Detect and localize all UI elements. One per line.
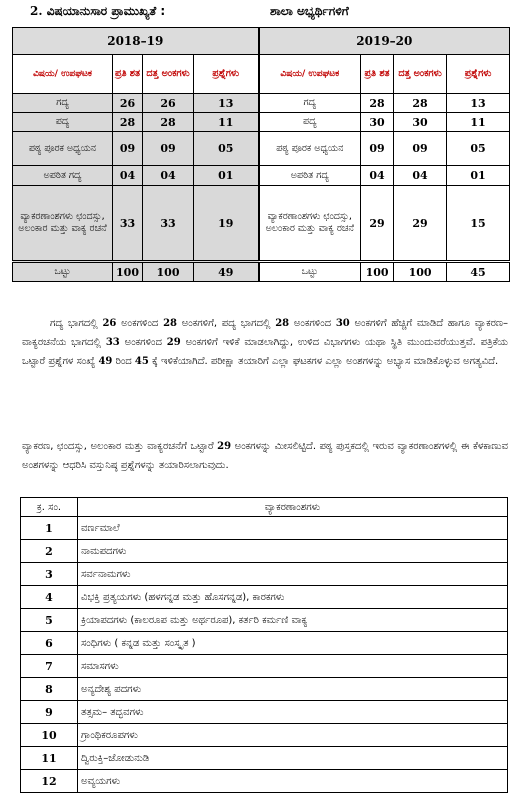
topic-cell: ಕ್ರಿಯಾಪದಗಳು (ಕಾಲರೂಪ ಮತ್ತು ಅರ್ಥರೂಪ), ಕರ್ತರಿ ಕರ್ಮಣಿ ವಾಕ್ಯ xyxy=(78,609,508,632)
topic-cell: ವಿಭಕ್ತಿ ಪ್ರತ್ಯಯಗಳು (ಹಳಗನ್ನಡ ಮತ್ತು ಹೊಸಗನ್ನಡ), ಕಾರಕಗಳು xyxy=(78,586,508,609)
year-left: 2018–19 xyxy=(13,28,259,55)
text-span: ವ್ಯಾಕರಣ, ಛಂದಸ್ಸು, ಅಲಂಕಾರ ಮತ್ತು ವಾಕ್ಯರಚನೆಗೆ ಒಟ್ಟಾರೆ xyxy=(22,441,218,452)
value-cell: 100 xyxy=(113,262,143,282)
value-cell: 100 xyxy=(361,262,394,282)
paragraph-marks-change xyxy=(22,314,508,371)
table-row xyxy=(13,94,510,113)
text-span: ಗದ್ಯ ಭಾಗದಲ್ಲಿ xyxy=(50,318,103,329)
table-row xyxy=(21,770,508,793)
number-span: 26 xyxy=(102,318,117,329)
serial-cell: 12 xyxy=(21,770,78,793)
text-span: ಅಂಕಗಳಿಂದ xyxy=(119,337,167,348)
subject-cell: ಗದ್ಯ xyxy=(259,94,361,113)
table-row xyxy=(21,678,508,701)
table-row xyxy=(21,540,508,563)
number-span: 29 xyxy=(217,441,232,452)
col-percent-right: ಪ್ರತಿ ಶತ xyxy=(361,55,394,94)
value-cell: 29 xyxy=(394,186,447,262)
table-row xyxy=(21,724,508,747)
value-cell: 15 xyxy=(447,186,510,262)
col-questions-left: ಪ್ರಶ್ನೆಗಳು xyxy=(194,55,259,94)
value-cell: 19 xyxy=(194,186,259,262)
col-subject-right: ವಿಷಯ/ ಉಪಘಟಕ xyxy=(259,55,361,94)
value-cell: 01 xyxy=(447,166,510,186)
number-span: 45 xyxy=(134,356,149,367)
text-span: ಅಂಕಗಳನ್ನು ಮೀಸಲಿಟ್ಟಿದೆ. ಪಠ್ಯ ಪುಸ್ತಕದಲ್ಲಿ ಇರುವ ವ್ಯಾಕರಣಾಂಶಗಳಲ್ಲಿ ಈ ಕೆಳಕಾಣುವ ಅಂಶಗಳನ್ನು ಆಧರಿಸಿ ವಸ್ತುನಿಷ್ಠ ಪ್ರಶ್ನೆಗಳನ್ನು ತಯಾರಿಸಲಾಗುವುದು. xyxy=(22,441,508,471)
year-right: 2019–20 xyxy=(259,28,510,55)
total-row xyxy=(13,262,510,282)
serial-cell: 9 xyxy=(21,701,78,724)
value-cell: 09 xyxy=(113,132,143,166)
subject-cell: ಪಠ್ಯ ಪೂರಕ ಅಧ್ಯಯನ xyxy=(259,132,361,166)
value-cell: 30 xyxy=(361,113,394,132)
table-row xyxy=(21,586,508,609)
col-questions-right: ಪ್ರಶ್ನೆಗಳು xyxy=(447,55,510,94)
serial-cell: 11 xyxy=(21,747,78,770)
topic-cell: ಸಂಧಿಗಳು ( ಕನ್ನಡ ಮತ್ತು ಸಂಸ್ಕೃತ ) xyxy=(78,632,508,655)
value-cell: 33 xyxy=(143,186,194,262)
weightage-table xyxy=(12,27,510,282)
section-subtitle: ಶಾಲಾ ಅಭ್ಯರ್ಥಿಗಳಿಗೆ xyxy=(270,4,349,18)
subject-cell: ಗದ್ಯ xyxy=(13,94,113,113)
total-label: ಒಟ್ಟು xyxy=(259,262,361,282)
topic-cell: ನಾಮಪದಗಳು xyxy=(78,540,508,563)
number-span: 28 xyxy=(275,318,290,329)
value-cell: 09 xyxy=(143,132,194,166)
serial-cell: 7 xyxy=(21,655,78,678)
topic-cell: ವರ್ಣಮಾಲೆ xyxy=(78,517,508,540)
text-span: ಅಂಕಗಳಿಂದ xyxy=(116,318,164,329)
table-row xyxy=(13,113,510,132)
table-row xyxy=(21,747,508,770)
grammar-topics-table xyxy=(20,497,508,793)
text-span: ರಿಂದ xyxy=(112,356,135,367)
topic-cell: ತತ್ಸಮ– ತದ್ಭವಗಳು xyxy=(78,701,508,724)
paragraph-grammar-marks xyxy=(22,437,508,475)
serial-cell: 1 xyxy=(21,517,78,540)
value-cell: 05 xyxy=(194,132,259,166)
topic-cell: ಅವ್ಯಯಗಳು xyxy=(78,770,508,793)
subject-cell: ಅಪಠಿತ ಗದ್ಯ xyxy=(259,166,361,186)
subject-cell: ಪದ್ಯ xyxy=(259,113,361,132)
table-row xyxy=(21,609,508,632)
value-cell: 09 xyxy=(394,132,447,166)
value-cell: 26 xyxy=(143,94,194,113)
text-span: ಕ್ಕೆ ಇಳಿಕೆಯಾಗಿದೆ. ಪರೀಕ್ಷಾ ತಯಾರಿಗೆ ಎಲ್ಲಾ ಘಟಕಗಳ ಎಲ್ಲಾ ಅಂಶಗಳನ್ನು ಅಭ್ಯಾಸ ಮಾಡಿಕೊಳ್ಳುವ ಅಗತ್ಯವಿದೆ. xyxy=(148,356,499,367)
value-cell: 28 xyxy=(113,113,143,132)
serial-cell: 4 xyxy=(21,586,78,609)
total-label: ಒಟ್ಟು xyxy=(13,262,113,282)
subject-cell: ವ್ಯಾಕರಣಾಂಶಗಳು ಛಂದಸ್ಸು, ಅಲಂಕಾರ ಮತ್ತು ವಾಕ್ಯ ರಚನೆ xyxy=(13,186,113,262)
number-span: 33 xyxy=(105,337,120,348)
grammar-header-row xyxy=(21,498,508,517)
serial-cell: 3 xyxy=(21,563,78,586)
col-subject-left: ವಿಷಯ/ ಉಪಘಟಕ xyxy=(13,55,113,94)
col-marks-left: ದತ್ತ ಅಂಕಗಳು xyxy=(143,55,194,94)
serial-cell: 10 xyxy=(21,724,78,747)
serial-cell: 8 xyxy=(21,678,78,701)
serial-cell: 6 xyxy=(21,632,78,655)
section-number: 2. xyxy=(30,4,43,18)
subject-cell: ಪದ್ಯ xyxy=(13,113,113,132)
col-percent-left: ಪ್ರತಿ ಶತ xyxy=(113,55,143,94)
col-grammar-topic: ವ್ಯಾಕರಣಾಂಶಗಳು xyxy=(78,498,508,517)
table-row xyxy=(21,517,508,540)
value-cell: 100 xyxy=(394,262,447,282)
value-cell: 33 xyxy=(113,186,143,262)
value-cell: 11 xyxy=(194,113,259,132)
text-span: ಅಂಕಗಳಿಗೆ ಹೆಚ್ಚಿಗೆ ಮಾಡಿದೆ ಹಾಗೂ ವ್ಯಾಕರಣ–ವಾಕ್ಯರಚನೆಯ ಭಾಗದಲ್ಲಿ xyxy=(22,318,508,348)
value-cell: 28 xyxy=(143,113,194,132)
subject-cell: ಅಪಠಿತ ಗದ್ಯ xyxy=(13,166,113,186)
value-cell: 04 xyxy=(394,166,447,186)
number-span: 49 xyxy=(98,356,113,367)
topic-cell: ಸರ್ವನಾಮಗಳು xyxy=(78,563,508,586)
table-row xyxy=(21,655,508,678)
text-span: ಅಂಕಗಳಿಗೆ, ಪದ್ಯ ಭಾಗದಲ್ಲಿ xyxy=(176,318,276,329)
value-cell: 28 xyxy=(394,94,447,113)
col-serial-number: ಕ್ರ. ಸಂ. xyxy=(21,498,78,517)
value-cell: 13 xyxy=(194,94,259,113)
value-cell: 45 xyxy=(447,262,510,282)
value-cell: 49 xyxy=(194,262,259,282)
col-marks-right: ದತ್ತ ಅಂಕಗಳು xyxy=(394,55,447,94)
text-span: ಅಂಕಗಳಿಂದ xyxy=(289,318,336,329)
table-row xyxy=(13,132,510,166)
text-span: ಅಂಕಗಳಿಗೆ ಇಳಿಕೆ ಮಾಡಲಾಗಿದ್ದು, ಉಳಿದ ವಿಭಾಗಗಳು ಯಥಾ ಸ್ಥಿತಿ ಮುಂದುವರೆಯುತ್ತವೆ. ಪತ್ರಿಕೆಯ ಒಟ್ಟಾರೆ ಪ್ರಶ್ನೆಗಳ ಸಂಖ್ಯೆ xyxy=(22,337,508,367)
number-span: 28 xyxy=(163,318,177,329)
value-cell: 04 xyxy=(113,166,143,186)
topic-cell: ಗ್ರಾಂಥಿಕರೂಪಗಳು xyxy=(78,724,508,747)
serial-cell: 2 xyxy=(21,540,78,563)
value-cell: 26 xyxy=(113,94,143,113)
value-cell: 29 xyxy=(361,186,394,262)
number-span: 30 xyxy=(335,318,350,329)
value-cell: 05 xyxy=(447,132,510,166)
number-span: 29 xyxy=(166,337,181,348)
value-cell: 01 xyxy=(194,166,259,186)
table-row xyxy=(21,701,508,724)
serial-cell: 5 xyxy=(21,609,78,632)
value-cell: 04 xyxy=(143,166,194,186)
value-cell: 04 xyxy=(361,166,394,186)
year-header-row xyxy=(13,28,510,55)
column-header-row xyxy=(13,55,510,94)
value-cell: 13 xyxy=(447,94,510,113)
subject-cell: ಪಠ್ಯ ಪೂರಕ ಅಧ್ಯಯನ xyxy=(13,132,113,166)
value-cell: 11 xyxy=(447,113,510,132)
table-row xyxy=(13,166,510,186)
table-row xyxy=(13,186,510,262)
value-cell: 100 xyxy=(143,262,194,282)
table-row xyxy=(21,632,508,655)
topic-cell: ದ್ವಿರುಕ್ತಿ–ಜೋಡುನುಡಿ xyxy=(78,747,508,770)
topic-cell: ಸಮಾಸಗಳು xyxy=(78,655,508,678)
value-cell: 30 xyxy=(394,113,447,132)
subject-cell: ವ್ಯಾಕರಣಾಂಶಗಳು ಛಂದಸ್ಸು, ಅಲಂಕಾರ ಮತ್ತು ವಾಕ್ಯ ರಚನೆ xyxy=(259,186,361,262)
section-heading xyxy=(30,4,349,19)
section-title: ವಿಷಯಾನುಸಾರ ಪ್ರಾಮುಖ್ಯತೆ : xyxy=(46,4,166,18)
table-row xyxy=(21,563,508,586)
value-cell: 28 xyxy=(361,94,394,113)
topic-cell: ಅನ್ಯದೇಶ್ಯ ಪದಗಳು xyxy=(78,678,508,701)
value-cell: 09 xyxy=(361,132,394,166)
